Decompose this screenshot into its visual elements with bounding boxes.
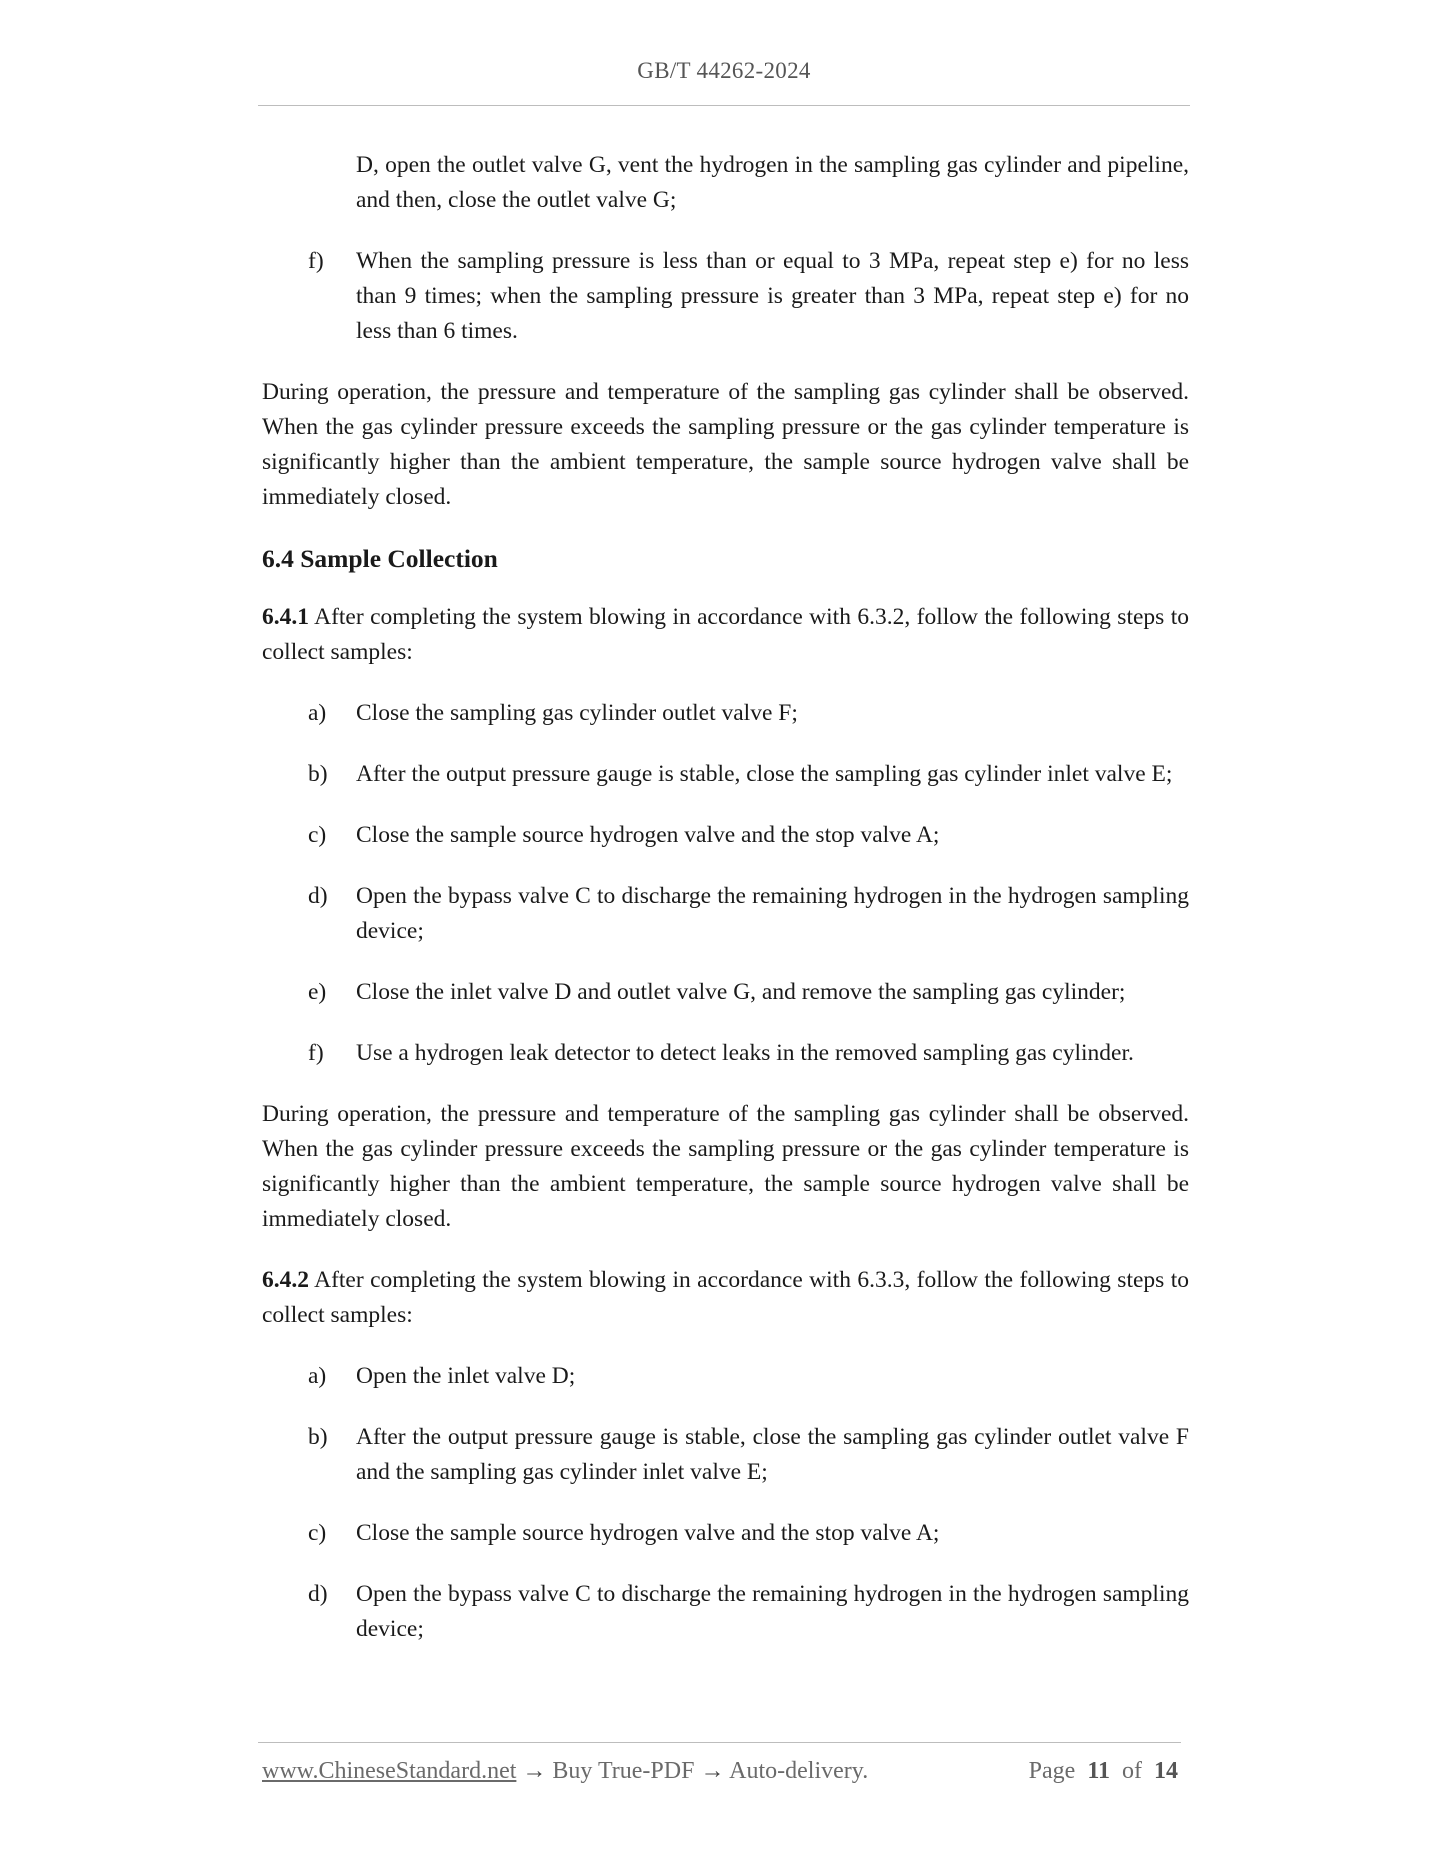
- list-item-label: b): [308, 1424, 328, 1450]
- continuation-text: D, open the outlet valve G, vent the hydrogen in the sampling gas cylinder and pipeline, and then, close the outlet valve G;: [356, 152, 1189, 213]
- list-item-text: After the output pressure gauge is stable, close the sampling gas cylinder inlet valve E;: [356, 761, 1173, 787]
- list-item: [262, 1516, 1189, 1551]
- clause-text: After completing the system blowing in accordance with 6.3.2, follow the following steps to collect samples:: [262, 604, 1189, 665]
- list-item-text: Close the sample source hydrogen valve and the stop valve A;: [356, 1520, 940, 1546]
- list-item-step-f-repeat: [262, 244, 1189, 349]
- list-item-label: d): [308, 883, 328, 909]
- list-item-label: a): [308, 1363, 327, 1389]
- arrow-right-icon: →: [700, 1758, 725, 1784]
- list-item-label: e): [308, 979, 327, 1005]
- header-divider: [258, 105, 1190, 106]
- list-item: [262, 975, 1189, 1010]
- arrow-right-icon: →: [522, 1758, 547, 1784]
- list-item-text: Close the sampling gas cylinder outlet valve F;: [356, 700, 798, 726]
- list-item: [262, 696, 1189, 731]
- list-item-text: Open the inlet valve D;: [356, 1363, 576, 1389]
- list-item: [262, 1420, 1189, 1490]
- site-link[interactable]: www.ChineseStandard.net: [262, 1758, 517, 1784]
- list-item-text: After the output pressure gauge is stable, close the sampling gas cylinder outlet valve F and the sampling gas cylinder inlet valve E;: [356, 1424, 1189, 1485]
- list-item: [262, 1359, 1189, 1394]
- list-item-text: When the sampling pressure is less than or equal to 3 MPa, repeat step e) for no less than 9 times; when the sampling pressure is greater than 3 MPa, repeat step e) for no less than 6 times.: [356, 248, 1189, 344]
- buy-text: Buy True-PDF: [552, 1758, 695, 1784]
- list-item-label: b): [308, 761, 328, 787]
- list-item: [262, 879, 1189, 949]
- list-item-text: Open the bypass valve C to discharge the remaining hydrogen in the hydrogen sampling device;: [356, 1581, 1189, 1642]
- list-item: [262, 1577, 1189, 1647]
- list-item-label: f): [308, 248, 324, 274]
- list-item-label: d): [308, 1581, 328, 1607]
- document-header-id: GB/T 44262-2024: [637, 58, 811, 83]
- section-heading: 6.4 Sample Collection: [262, 544, 498, 573]
- clause-number: 6.4.1: [262, 604, 309, 630]
- page-total: 14: [1154, 1758, 1178, 1784]
- list-item-label: f): [308, 1040, 324, 1066]
- list-item-label: c): [308, 1520, 327, 1546]
- list-item-text: Close the inlet valve D and outlet valve G, and remove the sampling gas cylinder;: [356, 979, 1126, 1005]
- page-current: 11: [1087, 1758, 1110, 1784]
- list-item-text: Close the sample source hydrogen valve and the stop valve A;: [356, 822, 940, 848]
- observation-paragraph-2: During operation, the pressure and temperature of the sampling gas cylinder shall be observed. When the gas cylinder pressure exceeds the sampling pressure or the gas cylinder temperature is significantly higher than the ambient temperature, the sample source hydrogen valve shall be immediately closed.: [262, 1101, 1189, 1232]
- list-item: [262, 1036, 1189, 1071]
- list-item-label: a): [308, 700, 327, 726]
- list-item-text: Use a hydrogen leak detector to detect leaks in the removed sampling gas cylinder.: [356, 1040, 1134, 1066]
- page-footer: [262, 1758, 1182, 1785]
- list-item-label: c): [308, 822, 327, 848]
- list-item: [262, 818, 1189, 853]
- footer-divider: [258, 1742, 1181, 1743]
- clause-number: 6.4.2: [262, 1267, 309, 1293]
- page-indicator: [1029, 1758, 1178, 1785]
- observation-paragraph-1: During operation, the pressure and temperature of the sampling gas cylinder shall be observed. When the gas cylinder pressure exceeds the sampling pressure or the gas cylinder temperature is significantly higher than the ambient temperature, the sample source hydrogen valve shall be immediately closed.: [262, 379, 1189, 510]
- page-label: Page: [1028, 1758, 1076, 1784]
- list-item-text: Open the bypass valve C to discharge the remaining hydrogen in the hydrogen sampling device;: [356, 883, 1189, 944]
- clause-6-4-2: [262, 1263, 1189, 1333]
- page-of: of: [1122, 1758, 1142, 1784]
- clause-6-4-1: [262, 600, 1189, 670]
- clause-text: After completing the system blowing in accordance with 6.3.3, follow the following steps to collect samples:: [262, 1267, 1189, 1328]
- list-item: [262, 757, 1189, 792]
- delivery-text: Auto-delivery.: [729, 1758, 869, 1784]
- document-body: [262, 148, 1189, 1673]
